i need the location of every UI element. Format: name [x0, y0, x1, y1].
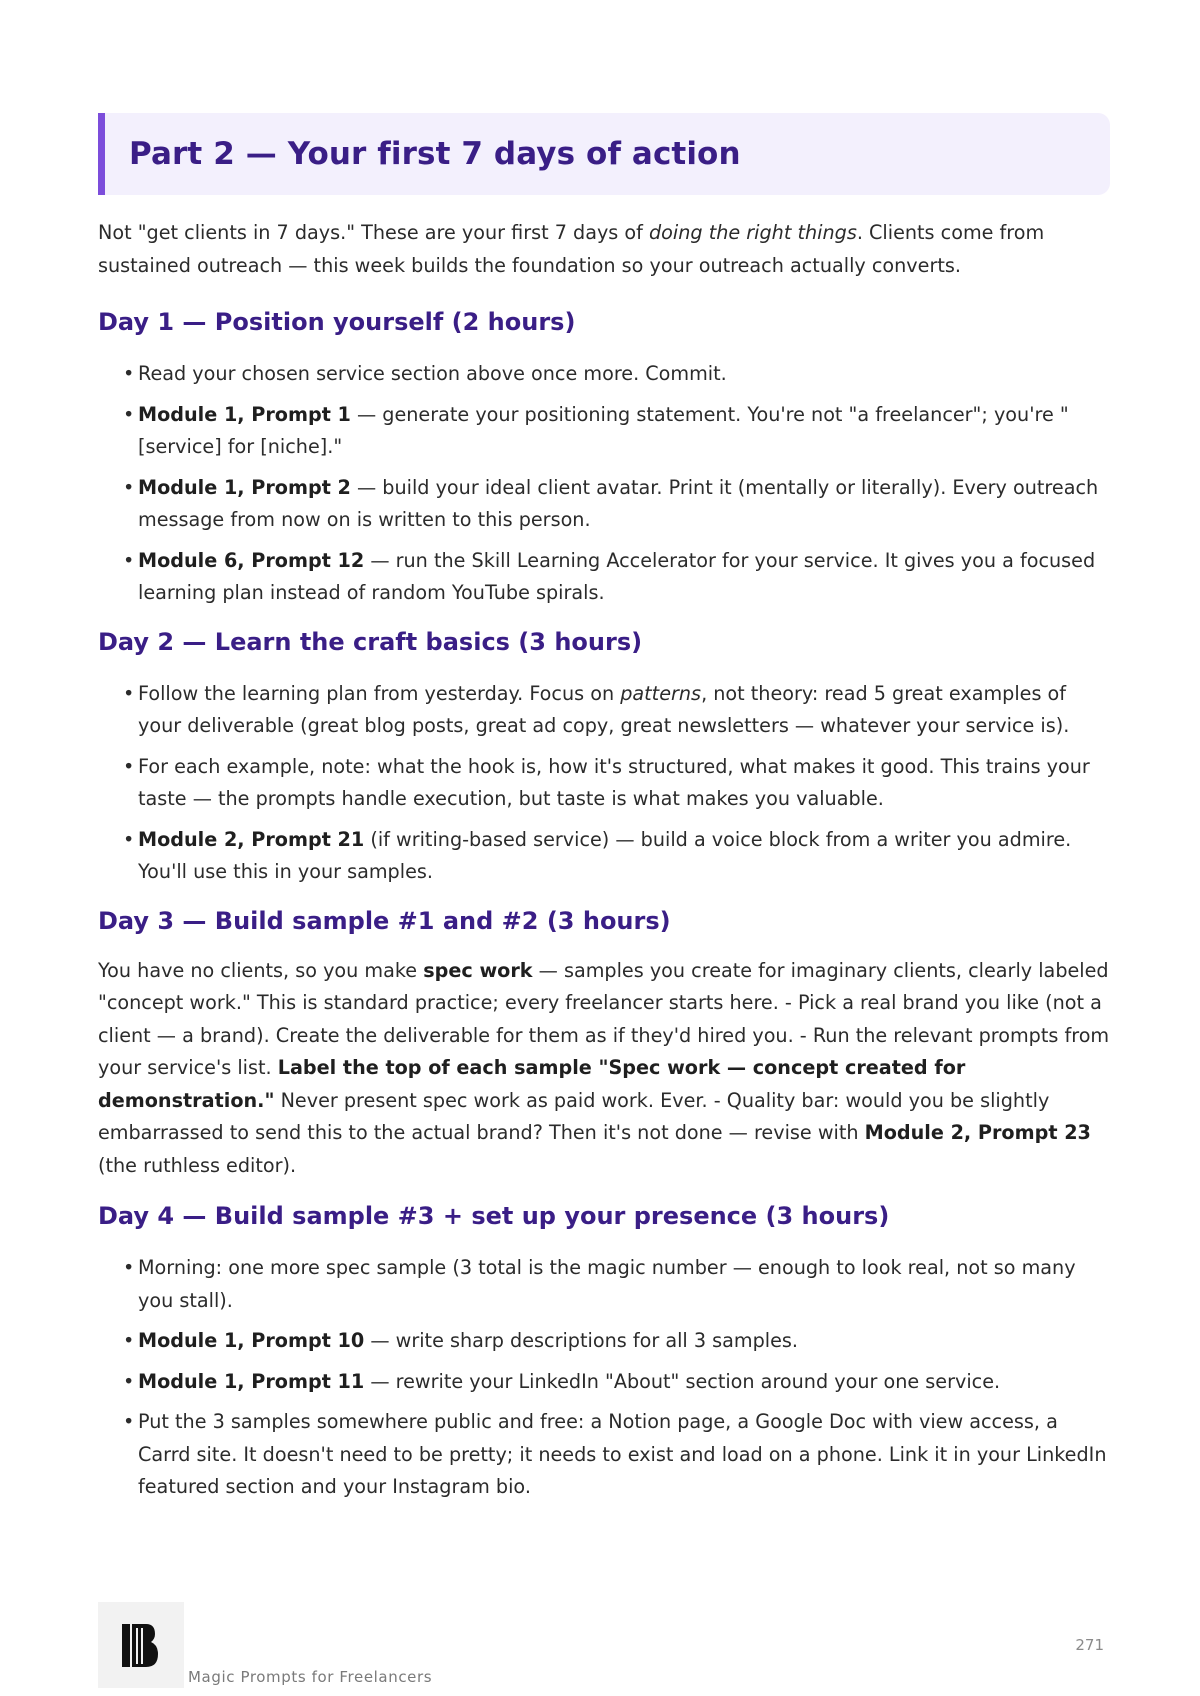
list-item-text: Morning: one more spec sample (3 total is the magic number — enough to look real, not so many you stall). — [138, 1256, 1076, 1312]
list-item — [123, 751, 1110, 816]
prompt-reference: Module 1, Prompt 2 — [138, 475, 351, 499]
list-item — [123, 678, 1110, 743]
bullet: • — [123, 1369, 135, 1393]
list-item-text: — write sharp descriptions for all 3 samples. — [364, 1329, 799, 1352]
prompt-reference: Module 6, Prompt 12 — [138, 548, 365, 572]
intro-emphasis: doing the right things — [649, 221, 857, 244]
list-item — [123, 1252, 1110, 1317]
bullet: • — [123, 362, 135, 385]
bullet: • — [123, 402, 135, 426]
part-banner — [98, 113, 1110, 195]
list-item — [123, 1366, 1110, 1399]
intro-paragraph — [98, 217, 1110, 282]
paragraph-text: — samples you create for imaginary clients, clearly labeled "concept work." This is standard practice; every freelancer starts here. - Pick a real brand you like (not a client — a brand). Create the deliverable for them as if they'd hired you. - Run the relevant prompts from your service's list. — [98, 958, 1110, 1079]
paragraph-bold: spec work — [423, 958, 533, 982]
day-1-list — [98, 358, 1110, 610]
bullet: • — [123, 827, 135, 851]
bullet: • — [123, 548, 135, 572]
list-item-text: For each example, note: what the hook is, how it's structured, what makes it good. This trains your taste — the prompts handle execution, but taste is what makes you valuable. — [138, 754, 1090, 810]
footer-brand: Magic Prompts for Freelancers — [188, 1668, 433, 1686]
list-item-text: — build your ideal client avatar. Print it (mentally or literally). Every outreach message from now on is written to this person. — [138, 475, 1099, 531]
bullet: • — [123, 754, 135, 778]
list-item — [123, 1325, 1110, 1358]
intro-text: Not "get clients in 7 days." These are your first 7 days of — [98, 221, 649, 244]
page-content — [98, 113, 1110, 1512]
list-item — [123, 358, 1110, 391]
list-item-text: — rewrite your LinkedIn "About" section around your one service. — [364, 1369, 1001, 1393]
list-item — [123, 1406, 1110, 1504]
list-item — [123, 824, 1110, 889]
list-item-text: (if writing-based service) — build a voice block from a writer you admire. You'll use this in your samples. — [138, 827, 1072, 883]
list-item — [123, 545, 1110, 610]
prompt-reference: Module 1, Prompt 11 — [138, 1369, 365, 1393]
list-item-text: Follow the learning plan from yesterday. Focus on — [138, 681, 621, 705]
bullet: • — [123, 1329, 135, 1352]
part-title: Part 2 — Your first 7 days of action — [129, 136, 741, 172]
prompt-reference: Module 1, Prompt 1 — [138, 402, 351, 426]
list-item-text: Put the 3 samples somewhere public and free: a Notion page, a Google Doc with view access, a Carrd site. It doesn't need to be pretty; it needs to exist and load on a phone. Link it in your LinkedIn featured section and your Instagram bio. — [138, 1410, 1107, 1498]
book-logo-icon — [98, 1602, 184, 1688]
book-logo-icon — [98, 1602, 184, 1688]
paragraph-text: You have no clients, so you make — [98, 958, 424, 982]
list-item — [123, 472, 1110, 537]
list-item-text: — run the Skill Learning Accelerator for your service. It gives you a focused learning plan instead of random YouTube spirals. — [138, 548, 1096, 604]
prompt-reference: Module 1, Prompt 10 — [138, 1329, 365, 1352]
day-3-paragraph — [98, 955, 1110, 1183]
list-item-text: — generate your positioning statement. You're not "a freelancer"; you're "[service] for [niche]." — [138, 402, 1069, 458]
paragraph-text: Never present spec work as paid work. Ever. - Quality bar: would you be slightly embarrassed to send this to the actual brand? Then it's not done — revise with — [98, 1088, 1050, 1144]
list-item — [123, 399, 1110, 464]
day-2-heading: Day 2 — Learn the craft basics (3 hours) — [98, 627, 643, 656]
intro-text: . Clients come from sustained outreach — this week builds the foundation so your outreach actually converts. — [98, 221, 1045, 277]
list-item-emphasis: patterns — [620, 681, 702, 705]
bullet: • — [123, 681, 135, 705]
paragraph-text: (the ruthless editor). — [98, 1153, 297, 1177]
day-3-heading: Day 3 — Build sample #1 and #2 (3 hours) — [98, 906, 671, 935]
list-item-text: , not theory: read 5 great examples of your deliverable (great blog posts, great ad copy, great newsletters — whatever your service is). — [138, 681, 1070, 737]
page-number: 271 — [1075, 1636, 1104, 1654]
paragraph-bold: Label the top of each sample "Spec work — concept created for demonstration." — [98, 1056, 966, 1112]
list-item-text: Read your chosen service section above once more. Commit. — [138, 362, 727, 385]
bullet: • — [123, 1410, 135, 1433]
day-2-list — [98, 678, 1110, 889]
bullet: • — [123, 475, 135, 499]
prompt-reference: Module 2, Prompt 21 — [138, 827, 365, 851]
day-4-heading: Day 4 — Build sample #3 + set up your presence (3 hours) — [98, 1202, 890, 1230]
bullet: • — [123, 1256, 135, 1279]
day-1-heading: Day 1 — Position yourself (2 hours) — [98, 308, 576, 336]
day-4-list — [98, 1252, 1110, 1504]
prompt-reference: Module 2, Prompt 23 — [864, 1121, 1091, 1144]
